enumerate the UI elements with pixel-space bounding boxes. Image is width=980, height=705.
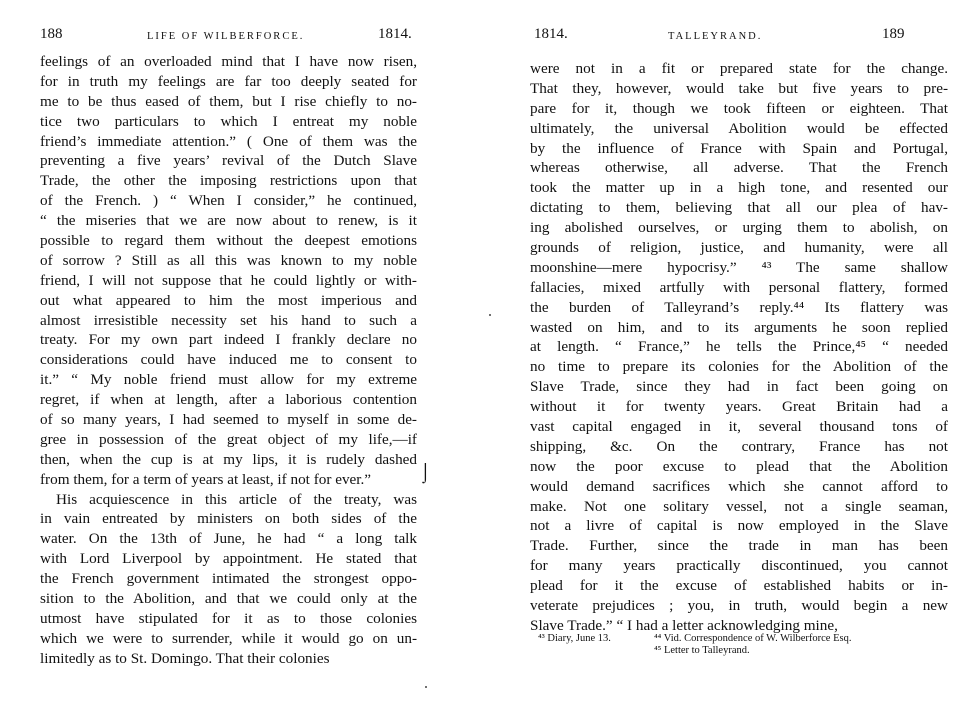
text-line: at length. “ France,” he tells the Prince,⁴⁵ “ needed (530, 338, 948, 356)
text-line: Trade, the other the imposing restrictions upon that (40, 172, 417, 190)
text-line: the burden of Talleyrand’s reply.⁴⁴ Its flattery was (530, 298, 948, 316)
left-body-text (40, 52, 417, 669)
text-line: gree in possession of the great object of my life,—if (40, 430, 417, 448)
margin-mark: ⌡ (420, 462, 431, 482)
text-line: preventing a five years’ revival of the Dutch Slave (40, 152, 417, 170)
text-line: feelings of an overloaded mind that I have now risen, (40, 53, 417, 70)
footnote-44: ⁴⁴ Vid. Correspondence of W. Wilberforce Esq. (654, 633, 852, 644)
text-line: Slave Trade, since they had in fact been going on (530, 378, 948, 396)
page-speck (425, 686, 427, 688)
text-line: utmost have stipulated for it as to those colonies (40, 609, 417, 627)
footnote-43: ⁴³ Diary, June 13. (538, 633, 611, 644)
text-line: His acquiescence in this article of the treaty, was (56, 490, 417, 508)
text-line: “ the miseries that we are now about to renew, is it (40, 212, 417, 230)
text-line: now the poor excuse to plead that the Abolition (530, 457, 948, 475)
text-line: considerations could have induced me to consent to (40, 351, 417, 369)
text-line: were not in a fit or prepared state for the change. (530, 60, 948, 77)
text-line: of so many years, I had seemed to myself in some de- (40, 411, 417, 429)
text-line: which we were to surrender, while it would go on un- (40, 629, 417, 647)
left-page-number: 188 (40, 26, 63, 42)
text-line: treaty. For my own part indeed I frankly declare no (40, 331, 417, 349)
text-line: friend, I will not suppose that he could lightly or with- (40, 271, 417, 289)
text-line: Slave Trade.” “ I had a letter acknowledging mine, (530, 616, 838, 634)
text-line: tice two particulars to which I entreat my noble (40, 112, 417, 130)
right-page (490, 0, 980, 705)
text-line: regret, if when at length, after a laborious contention (40, 391, 417, 409)
right-body-text (530, 59, 948, 636)
text-line: then, when the cup is at my lips, it is rudely dashed (40, 450, 417, 468)
text-line: not a livre of capital is now employed in the Slave (530, 517, 948, 535)
right-year: 1814. (534, 26, 568, 42)
left-running-title: LIFE OF WILBERFORCE. (147, 31, 305, 42)
text-line: grounds of religion, justice, and humanity, were all (530, 239, 948, 257)
text-line: for in truth my feelings are far too deeply seated for (40, 72, 417, 90)
text-line: with Lord Liverpool by appointment. He stated that (40, 550, 417, 568)
right-running-title: TALLEYRAND. (668, 31, 763, 42)
text-line: ultimately, the universal Abolition would be effected (530, 119, 948, 137)
text-line: possible to regard them without the deepest emotions (40, 232, 417, 250)
text-line: the French government intimated the strongest oppo- (40, 570, 417, 588)
text-line: shipping, &c. On the contrary, France has not (530, 437, 948, 455)
text-line: out what appeared to him the most imperious and (40, 291, 417, 309)
text-line: Trade. Further, since the trade in man has been (530, 537, 948, 555)
text-line: That they, however, would take but five years to pre- (530, 79, 948, 97)
left-year: 1814. (378, 26, 412, 42)
text-line: moonshine—mere hypocrisy.” ⁴³ The same shallow (530, 258, 948, 276)
text-line: of sorrow ? Still as all this was known to my noble (40, 251, 417, 269)
text-line: from them, for a term of years at least, if not for ever.” (40, 470, 372, 488)
text-line: me to be thus eased of them, but I rise chiefly to no- (40, 92, 417, 110)
text-line: make. Not one solitary vessel, not a single seaman, (530, 497, 948, 515)
text-line: limitedly as to St. Domingo. That their colonies (40, 649, 330, 667)
text-line: without it for twenty years. Great Britain had a (530, 398, 948, 416)
text-line: no time to prepare its colonies for the Abolition of the (530, 358, 948, 376)
text-line: wasted on him, and to its arguments he soon replied (530, 318, 948, 336)
text-line: it.” “ My noble friend must allow for my extreme (40, 371, 417, 389)
text-line: ing abolished ourselves, or urging them to abolish, on (530, 219, 948, 237)
text-line: for many years practically discontinued, you cannot (530, 557, 948, 575)
text-line: dictating to them, believing that all our plea of hav- (530, 199, 948, 217)
text-line: of the French. ) “ When I consider,” he continued, (40, 192, 417, 210)
text-line: almost irresistible necessity set his hand to such a (40, 311, 417, 329)
text-line: plead for it the excuse of established habits or in- (530, 577, 948, 595)
text-line: fallacies, mixed artfully with personal flattery, formed (530, 278, 948, 296)
gutter-speck (489, 314, 491, 316)
text-line: in vain entreated by ministers on both sides of the (40, 510, 417, 528)
text-line: sition to the Abolition, and that we could only at the (40, 590, 417, 608)
text-line: water. On the 13th of June, he had “ a long talk (40, 530, 417, 548)
text-line: took the matter up in a high tone, and resented our (530, 179, 948, 197)
text-line: pare for it, though we took fifteen or eighteen. That (530, 99, 948, 117)
text-line: by the influence of France with Spain and Portugal, (530, 139, 948, 157)
text-line: friend’s immediate attention.” ( One of them was the (40, 132, 417, 150)
footnote-45: ⁴⁵ Letter to Talleyrand. (654, 645, 750, 656)
text-line: whereas otherwise, all adverse. That the French (530, 159, 948, 177)
text-line: would demand sacrifices which she cannot afford to (530, 477, 948, 495)
text-line: veterate prejudices ; you, in truth, would begin a new (530, 597, 948, 615)
text-line: vast capital engaged in it, several thousand tons of (530, 418, 948, 436)
right-page-number: 189 (882, 26, 905, 42)
